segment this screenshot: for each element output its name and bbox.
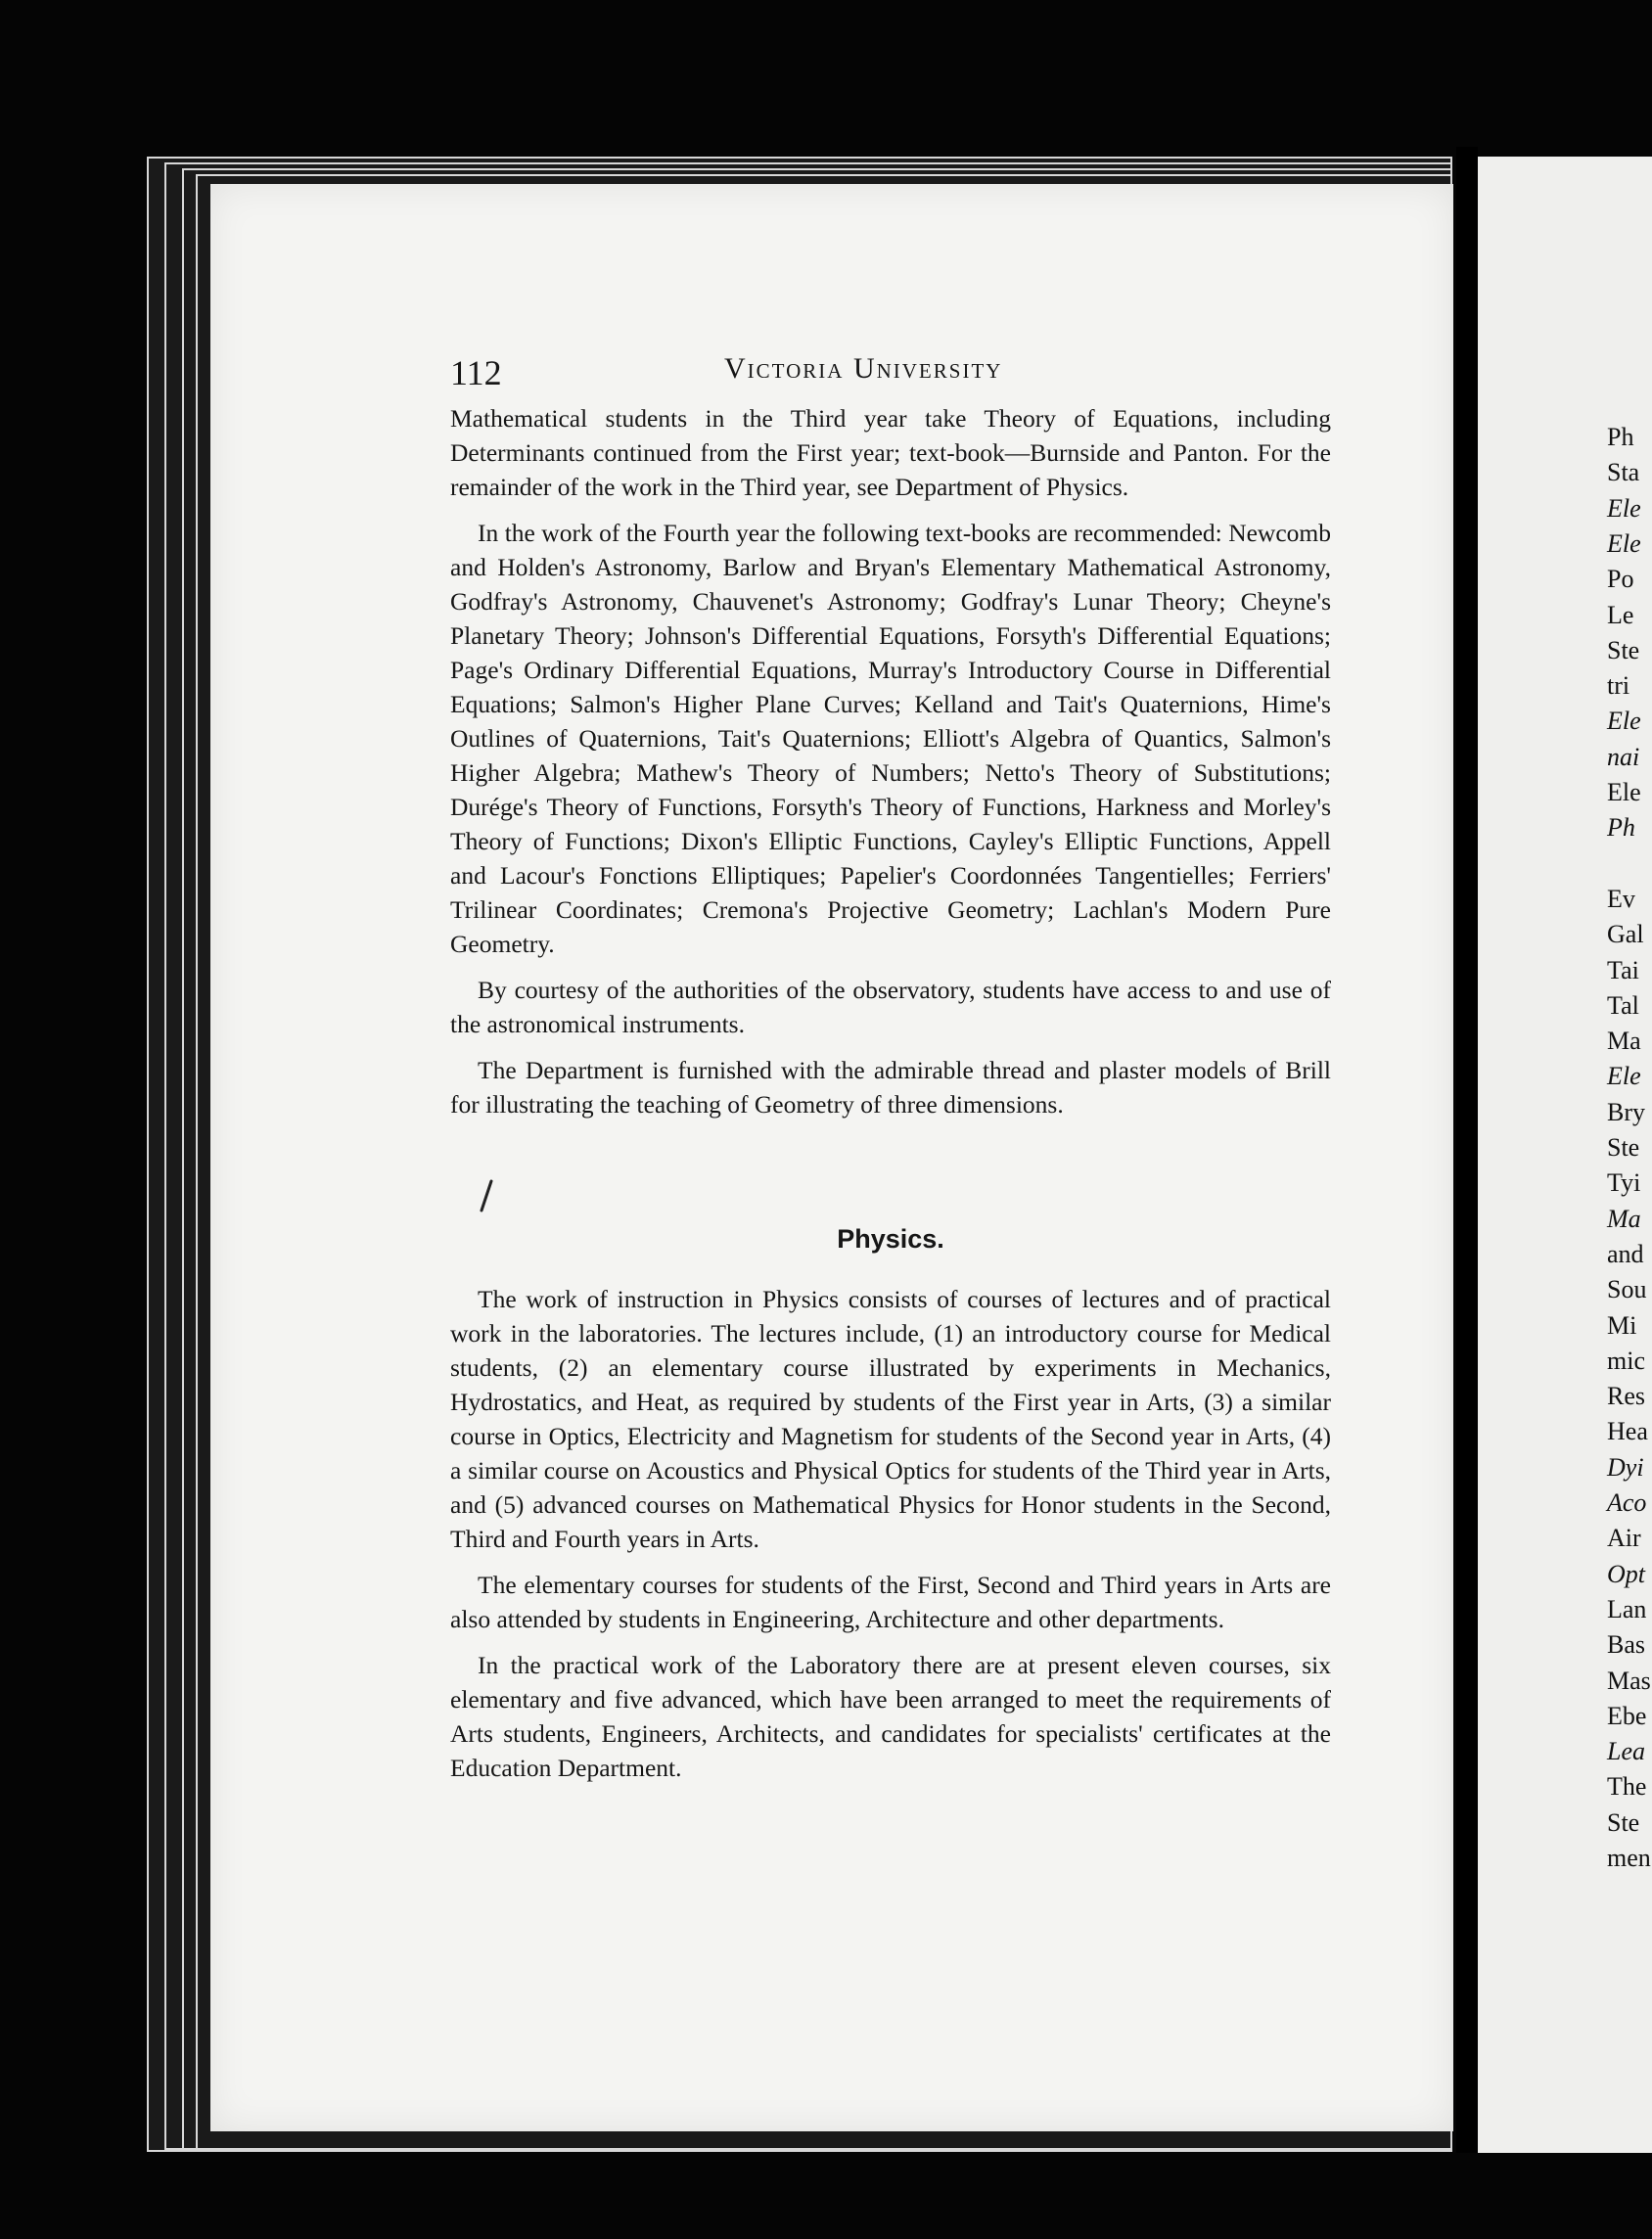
facing-page-line: Bry (1607, 1097, 1645, 1126)
paragraph: In the practical work of the Laboratory there are at present eleven courses, six elementary and five advanced, which have been arranged to meet the requirements of Arts students, Engineers, Architects, and candidates for specialists' certificates at the Education Department. (450, 1651, 1331, 1782)
facing-page-line: Tal (1607, 990, 1639, 1020)
facing-page-line: Ebe (1607, 1701, 1647, 1730)
facing-page-line: Air (1607, 1524, 1641, 1553)
facing-page-line: Po (1607, 565, 1634, 594)
facing-page-line: Opt (1607, 1559, 1645, 1588)
paragraph: The Department is furnished with the admirable thread and plaster models of Brill for illustrating the teaching of Geometry of three dimensions. (450, 1056, 1331, 1119)
facing-page-line: Dyi (1607, 1452, 1644, 1482)
facing-page-line: Sta (1607, 458, 1640, 487)
paragraph: By courtesy of the authorities of the observatory, students have access to and use of the astronomical instruments. (450, 976, 1331, 1038)
facing-page-line: men (1607, 1844, 1651, 1872)
facing-page-line: Lea (1607, 1737, 1645, 1766)
facing-page-line: Mas (1607, 1666, 1651, 1695)
paragraph: Mathematical students in the Third year take Theory of Equations, including Determinants continued from the First year; text-book—Burnside and Panton. For the remainder of the work in the Third year, see Department of Physics. (450, 404, 1331, 501)
section-heading: Physics. (837, 1224, 944, 1254)
facing-page-line: mic (1607, 1346, 1645, 1375)
paragraph: In the work of the Fourth year the following text-books are recommended: Newcomb and Holden's Astronomy, Barlow and Bryan's Elementary Mathematical Astronomy, Godfray's Astronomy, Chauvenet's Astronomy; Godfray's Lunar Theory; Cheyne's Planetary Theory; Johnson's Differential Equations, Forsyth's Differential Equations; Page's Ordinary Differential Equations, Murray's Introductory Course in Differential Equations; Salmon's Higher Plane Curves; Kelland and Tait's Quaternions, Hime's Outlines of Quaternions, Tait's Quaternions; Elliott's Algebra of Quantics, Salmon's Higher Algebra; Mathew's Theory of Numbers; Netto's Theory of Substitutions; Durége's Theory of Functions, Forsyth's Theory of Functions, Harkness and Morley's Theory of Functions; Dixon's Elliptic Functions, Cayley's Elliptic Functions, Appell and Lacour's Fonctions Elliptiques; Papelier's Coordonnées Tangentielles; Ferriers' Trilinear Coordinates; Cremona's Projective Geometry; Lachlan's Modern Pure Geometry. (450, 519, 1331, 958)
facing-page-line: Ele (1607, 778, 1641, 806)
facing-page-line: Ph (1607, 813, 1635, 843)
facing-page-line: Ma (1607, 1204, 1641, 1233)
facing-page (1478, 157, 1652, 2153)
facing-page-line: Aco (1607, 1488, 1647, 1517)
facing-page-line: Tyi (1607, 1168, 1641, 1198)
facing-page-line: Ste (1607, 1133, 1640, 1162)
facing-page-line: Ev (1607, 884, 1635, 913)
facing-page-line: and (1607, 1239, 1644, 1268)
facing-page-line: Ele (1607, 528, 1641, 558)
running-title: Victoria University (724, 352, 1003, 385)
page-number: 112 (450, 353, 502, 392)
page-content (450, 352, 1331, 1797)
facing-page-line: Bas (1607, 1630, 1645, 1660)
facing-page-line: Ele (1607, 1062, 1641, 1091)
facing-page-line: nai (1607, 742, 1640, 771)
facing-page-line: Tai (1607, 955, 1639, 984)
facing-page-line: tri (1607, 671, 1630, 701)
page-header (450, 352, 1331, 401)
book-spine (1456, 147, 1478, 2153)
facing-page-line: Gal (1607, 920, 1644, 949)
facing-page-line: The (1607, 1772, 1647, 1802)
facing-page-line: Le (1607, 600, 1634, 629)
facing-page-line: Hea (1607, 1417, 1648, 1446)
facing-page-line: Ma (1607, 1027, 1641, 1056)
paragraph: The elementary courses for students of the First, Second and Third years in Arts are also attended by students in Engineering, Architecture and other departments. (450, 1571, 1331, 1633)
facing-page-line: Lan (1607, 1594, 1647, 1623)
facing-page-line: Mi (1607, 1310, 1637, 1340)
facing-page-line: Sou (1607, 1275, 1647, 1304)
facing-page-line: Ste (1607, 1807, 1640, 1837)
paragraph: The work of instruction in Physics consists of courses of lectures and of practical work in the laboratories. The lectures include, (1) an introductory course for Medical students, (2) an elementary course illustrated by experiments in Mechanics, Hydrostatics, and Heat, as required by students of the First year in Arts, (3) a similar course in Optics, Electricity and Magnetism for students of the Second year in Arts, (4) a similar course on Acoustics and Physical Optics for students of the Third year in Arts, and (5) advanced courses on Mathematical Physics for Honor students in the Second, Third and Fourth years in Arts. (450, 1285, 1331, 1553)
facing-page-line: Ele (1607, 707, 1641, 736)
facing-page-line: Res (1607, 1382, 1645, 1411)
facing-page-line: Ph (1607, 423, 1634, 451)
facing-page-line: Ste (1607, 635, 1640, 664)
facing-page-line: Ele (1607, 493, 1641, 523)
